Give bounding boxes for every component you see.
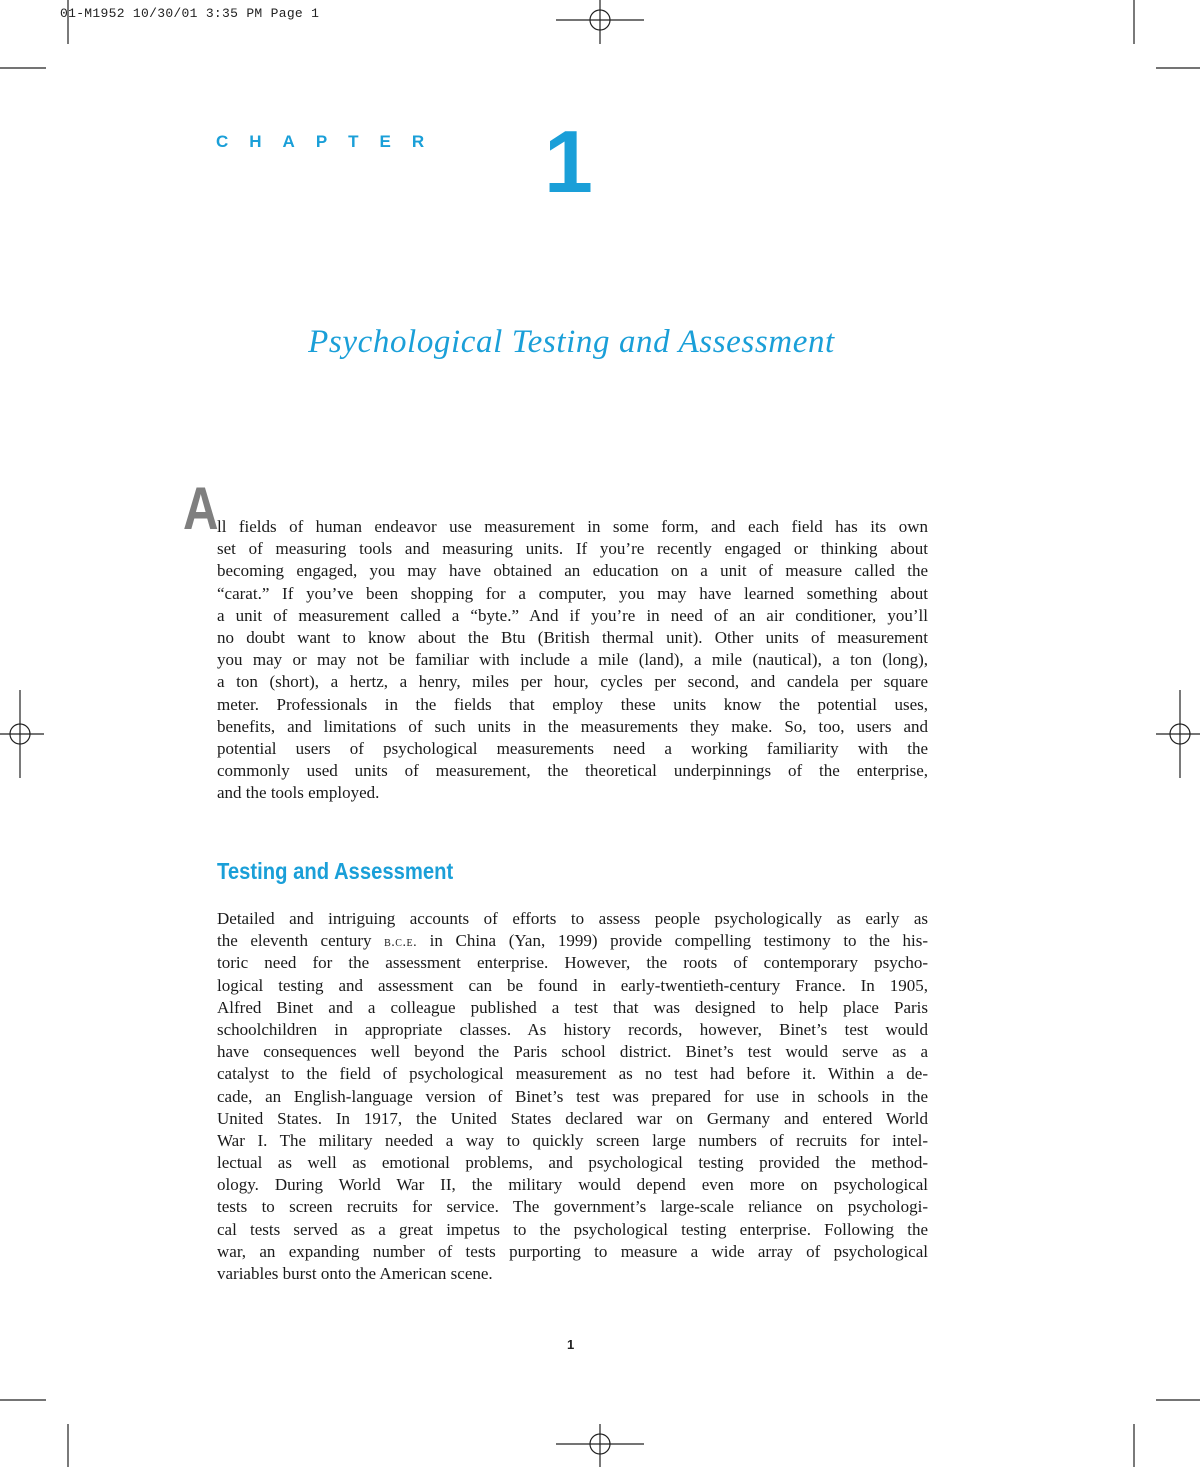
- text-line: [217, 930, 928, 952]
- text-line: “carat.” If you’ve been shopping for a computer, you may have learned something about: [217, 583, 928, 603]
- intro-paragraph: [217, 516, 928, 804]
- text-line: Alfred Binet and a colleague published a test that was designed to help place Paris: [217, 997, 928, 1017]
- text-line: United States. In 1917, the United States declared war on Germany and entered World: [217, 1108, 928, 1128]
- text-line: catalyst to the field of psychological measurement as no test had before it. Within a de-: [217, 1064, 928, 1084]
- section-paragraph: [217, 908, 928, 1285]
- text-line: benefits, and limitations of such units in the measurements they make. So, too, users and: [217, 716, 928, 736]
- text-line: you may or may not be familiar with include a mile (land), a mile (nautical), a ton (long),: [217, 650, 928, 670]
- text-line: ology. During World War II, the military would depend even more on psychological: [217, 1175, 928, 1195]
- text-line: no doubt want to know about the Btu (British thermal unit). Other units of measurement: [217, 627, 928, 647]
- text-line: ll fields of human endeavor use measurement in some form, and each field has its own: [217, 517, 928, 536]
- chapter-label: CHAPTER: [216, 132, 446, 151]
- text-line: logical testing and assessment can be found in early-twentieth-century France. In 1905,: [217, 975, 928, 995]
- text-line: a ton (short), a hertz, a henry, miles per hour, cycles per second, and candela per square: [217, 672, 928, 692]
- text-line: commonly used units of measurement, the theoretical underpinnings of the enterprise,: [217, 761, 928, 781]
- text-span: in China (Yan, 1999) provide compelling testimony to the his-: [417, 931, 929, 951]
- text-line: becoming engaged, you may have obtained an education on a unit of measure called the: [217, 561, 928, 581]
- text-line: war, an expanding number of tests purporting to measure a wide array of psychological: [217, 1241, 928, 1261]
- text-line: cal tests served as a great impetus to the psychological testing enterprise. Following the: [217, 1219, 928, 1239]
- text-line: variables burst onto the American scene.: [217, 1264, 493, 1283]
- chapter-number: 1: [544, 112, 593, 211]
- text-line: lectual as well as emotional problems, and psychological testing provided the method-: [217, 1153, 928, 1173]
- text-line: War I. The military needed a way to quickly screen large numbers of recruits for intel-: [217, 1130, 928, 1150]
- era-abbreviation: b.c.e.: [384, 935, 418, 951]
- text-span: the eleventh century: [217, 931, 385, 951]
- print-slug: 01-M1952 10/30/01 3:35 PM Page 1: [60, 6, 320, 21]
- text-line: cade, an English-language version of Binet’s test was prepared for use in schools in the: [217, 1086, 928, 1106]
- drop-cap: A: [183, 475, 219, 542]
- text-line: and the tools employed.: [217, 783, 380, 803]
- text-line: tests to screen recruits for service. The government’s large-scale reliance on psychologi-: [217, 1197, 928, 1217]
- text-line: toric need for the assessment enterprise. However, the roots of contemporary psycho-: [217, 953, 928, 973]
- text-line: Detailed and intriguing accounts of efforts to assess people psychologically as early as: [217, 909, 928, 928]
- text-line: have consequences well beyond the Paris school district. Binet’s test would serve as a: [217, 1042, 928, 1062]
- text-line: potential users of psychological measurements need a working familiarity with the: [217, 738, 928, 758]
- text-line: set of measuring tools and measuring units. If you’re recently engaged or thinking about: [217, 539, 928, 559]
- section-heading: Testing and Assessment: [217, 858, 454, 884]
- chapter-title: Psychological Testing and Assessment: [308, 324, 835, 360]
- page-number: 1: [567, 1337, 575, 1352]
- text-line: schoolchildren in appropriate classes. As history records, however, Binet’s test would: [217, 1019, 928, 1039]
- text-line: meter. Professionals in the fields that employ these units know the potential uses,: [217, 694, 928, 714]
- text-line: a unit of measurement called a “byte.” And if you’re in need of an air conditioner, you’ll: [217, 605, 928, 625]
